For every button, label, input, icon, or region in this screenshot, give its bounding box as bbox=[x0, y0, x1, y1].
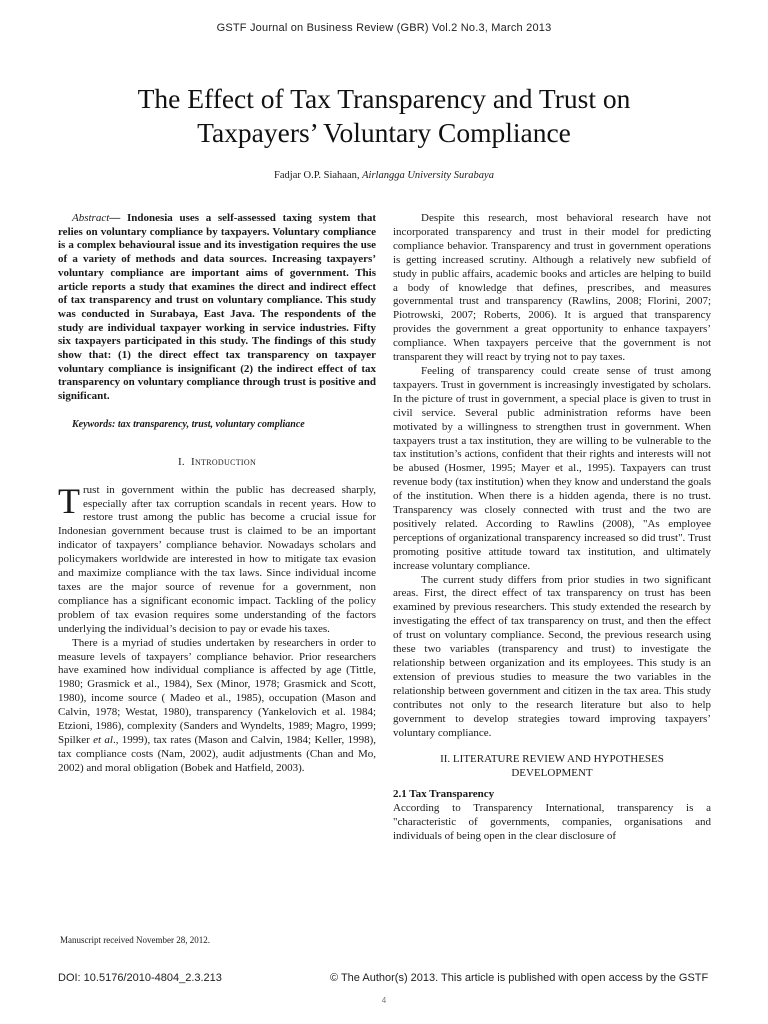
drop-cap: T bbox=[58, 480, 80, 521]
abstract-dash: — bbox=[109, 212, 121, 224]
author-name: Fadjar O.P. Siahaan, bbox=[274, 170, 360, 181]
intro-paragraph-1 bbox=[58, 480, 376, 637]
intro-paragraph-2 bbox=[58, 637, 376, 776]
paper-title bbox=[60, 82, 708, 150]
section-1-numeral: I. bbox=[177, 455, 185, 468]
section-2-heading bbox=[393, 752, 711, 780]
intro-paragraph-2-italic: et al bbox=[93, 733, 113, 746]
journal-running-header: GSTF Journal on Business Review (GBR) Vol.2 No.3, March 2013 bbox=[216, 22, 552, 34]
intro-paragraph-2-text-b: ., 1999), tax rates (Mason and Calvin, 1984; Keller, 1998), tax compliance costs (Nam, 2002), audit adjustments (Chan and Mo, 2002) and moral obligation (Bobek and Hatfield, 2003). bbox=[58, 733, 376, 774]
abstract-label: Abstract bbox=[72, 212, 110, 224]
title-line-1: The Effect of Tax Transparency and Trust on bbox=[137, 83, 631, 114]
intro-paragraph-2-text-a: There is a myriad of studies undertaken by researchers in order to measure levels of taxpayers’ compliance behavior. Prior researchers have examined how individual compliance is affected by age (Tittle, 1980; Grasmick et al., 1984), Sex (Minor, 1978; Grasmick and Scott, 1980), income source ( Madeo et al., 1985), occupation (Mason and Calvin, 1978; Westat, 1980), transparency (Yankelovich et al. 1984; Etzioni, 1986), complexity (Sanders and Wyndelts, 1989; Magro, 1999; Spilker bbox=[58, 636, 376, 746]
section-1-title: Introduction bbox=[190, 455, 257, 468]
right-paragraph-1: Despite this research, most behavioral research have not incorporated transparency and trust in their model for predicting compliance behavior. Transparency and trust in government operations is getting increased scrutiny. Although a relatively new subfield of study in public affairs, academic books and articles are helping to build a body of knowledge that defines, prescribes, and measures governmental trust and transparency (Rawlins, 2008; Florini, 2007; Piotrowski, 2007; Roberts, 2006). It is argued that transparency provides the government a great opportunity to enhance taxpayers’ compliance. When taxpayers perceive that the government is not transparent they will react by trying not to pay taxes. bbox=[393, 212, 711, 364]
section-2-heading-line-1: II. LITERATURE REVIEW AND HYPOTHESES bbox=[440, 753, 664, 766]
intro-paragraph-1-text: rust in government within the public has decreased sharply, especially after tax corruption scandals in recent years. How to restore trust among the public has become a crucial issue for Indonesian government because trust is claimed to be an important indicator of taxpayers’ compliance behavior. Nowadays scholars and policymakers worldwide are interested in how to mitigate tax evasion and maximize compliance with the tax laws. Since individual income taxes are the major source of revenue for a government, non compliance has a significant economic impact. Tackling of the policy problem of tax evasion requires some understanding of the factors underlying the individual’s decision to pay or evade his taxes. bbox=[58, 483, 376, 635]
right-paragraph-4: According to Transparency International, transparency is a "characteristic of governments, companies, organisations and individuals of being open in the clear disclosure of bbox=[393, 802, 711, 843]
section-1-heading bbox=[58, 456, 376, 470]
section-2-heading-line-2: DEVELOPMENT bbox=[511, 767, 593, 780]
page-number: 4 bbox=[381, 996, 387, 1005]
right-paragraph-3: The current study differs from prior studies in two significant areas. First, the direct effect of tax transparency on trust has been examined by previous researchers. This study extended the research by investigating the effect of tax transparency on trust, and then the effect of trust on voluntary compliance. Second, the previous research using these two variables (transparency and trust) to investigate the relationship between organization and its employees. This study is an extension of previous studies to measure the two variables in the relationship between government and citizen in the tax area. This study contributes not only to the research literature but also to help government to develop strategies toward improving taxpayers’ voluntary compliance. bbox=[393, 573, 711, 739]
author-line bbox=[0, 170, 768, 181]
left-column bbox=[58, 212, 376, 776]
abstract-text: Indonesia uses a self-assessed taxing system that relies on voluntary compliance by taxpayers. Voluntary compliance is a complex behavioural issue and its investigation requires the use of a variety of methods and data sources. Increasing taxpayers’ voluntary compliance are important aims of government. This article reports a study that examines the direct and indirect effect of tax transparency and trust on voluntary compliance. This study was conducted in Surabaya, East Java. The respondents of the study are individual taxpayer working in service industries. Fifty six taxpayers participated in this study. The findings of this study show that: (1) the direct effect tax transparency on taxpayer voluntary compliance is insignificant (2) the indirect effect of tax transparency on voluntary compliance through trust is positive and significant. bbox=[58, 212, 376, 403]
right-column bbox=[393, 212, 711, 844]
abstract bbox=[58, 212, 376, 404]
subsection-2-1-heading: 2.1 Tax Transparency bbox=[393, 788, 495, 801]
doi-footer: DOI: 10.5176/2010-4804_2.3.213 bbox=[58, 972, 222, 984]
manuscript-received-note: Manuscript received November 28, 2012. bbox=[60, 935, 210, 945]
author-affiliation: Airlangga University Surabaya bbox=[362, 170, 494, 181]
keywords: Keywords: tax transparency, trust, voluntary compliance bbox=[72, 418, 305, 430]
right-paragraph-2: Feeling of transparency could create sense of trust among taxpayers. Trust in government is increasingly investigated by scholars. In the picture of trust in government, a special place is given to trust in civil service. Several public administration reforms have been motivated by a willingness to strengthen trust in government. When taxpayers trust a tax institution, they are willing to be vulnerable to the tax institution’s actions, confident that their rights and interests will not be abused (Hosmer, 1995; Mayer et al., 1995). Taxpayers can trust revenue body (tax institution) when they know and understand the goals of the institution. When there is a hidden agenda, there is no trust. Transparency was closely connected with trust and the two are positively related. According to Rawlins (2008), "As employee perceptions of organizational transparency increased so did trust". Trust promoting positive attitude toward tax institution, and ultimately increase voluntary compliance. bbox=[393, 364, 711, 572]
title-line-2: Taxpayers’ Voluntary Compliance bbox=[197, 117, 571, 148]
copyright-footer: © The Author(s) 2013. This article is published with open access by the GSTF bbox=[330, 972, 709, 984]
